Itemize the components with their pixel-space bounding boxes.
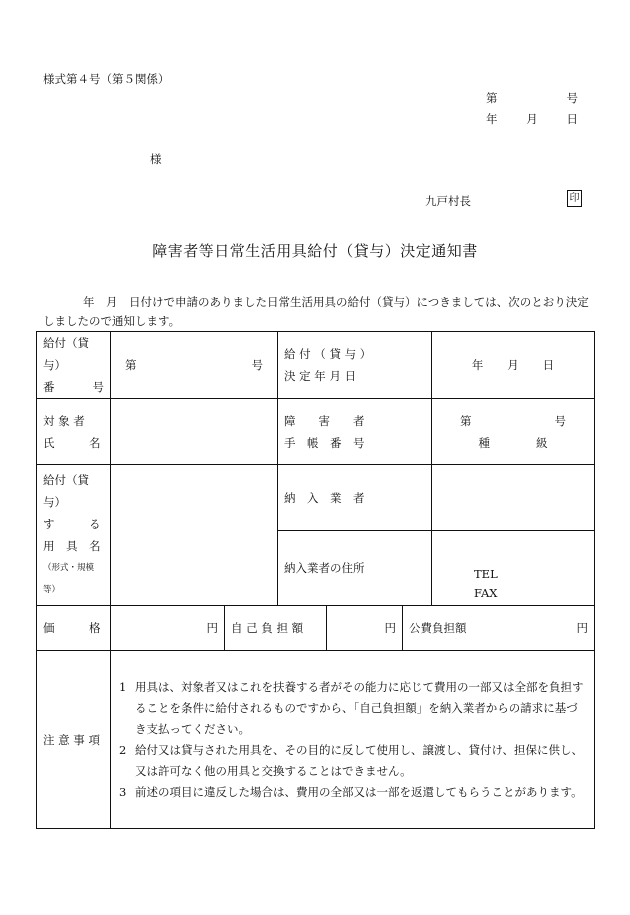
intro-year: 年 [83,295,95,309]
grant-number-label: 給付（貸与） 番 号 [37,332,111,399]
row-device-supplier [37,465,595,531]
seal-mark: 印 [567,190,582,207]
device-name-label: 給付（貸与） す る 用 具 名 （形式・規模等） [37,465,111,606]
tel-label: TEL [474,567,498,581]
intro-paragraph [43,293,593,331]
decision-date-label: 給 付 （ 貸 与 ） 決 定 年 月 日 [278,332,432,399]
self-pay-value: 円 [327,606,403,651]
decision-form-table [36,331,595,829]
note-item: 3 前述の項目に違反した場合は、費用の全部又は一部を返還してもらうことがあります。 [119,784,583,799]
decision-date-value: 年 月 日 [432,332,595,399]
document-title: 障害者等日常生活用具給付（貸与）決定通知書 [152,242,478,260]
notes-label: 注 意 事 項 [37,651,111,829]
note-item: 2 給付又は貸与された用具を、その目的に反して使用し、譲渡し、貸付け、担保に供し、又は許可なく他の用具と交換することはできません。 [119,742,584,778]
public-pay-label: 公費負担額 [409,621,467,635]
row-notes [37,651,595,829]
public-pay-cell [403,606,595,651]
supplier-label: 納 入 業 者 [278,465,432,531]
self-pay-label: 自 己 負 担 額 [225,606,327,651]
document-date [486,111,578,127]
document-number [486,90,578,106]
row-price [37,606,595,651]
no-prefix: 第 [486,91,498,105]
no-suffix: 号 [566,91,578,105]
row-grant-number [37,332,595,399]
issuer-mayor: 九戸村長 [425,194,471,208]
subject-name-label: 対 象 者 氏 名 [37,399,111,465]
handbook-number-value: 第 号 種 級 [432,399,595,465]
addressee-suffix: 様 [150,152,162,166]
price-label: 価 格 [37,606,111,651]
row-subject [37,399,595,465]
handbook-number-label: 障 害 者 手 帳 番 号 [278,399,432,465]
supplier-address-value [432,531,595,606]
intro-text: 日付けで申請のありました日常生活用具の給付（貸与）につきましては、次のとおり決定しましたので通知します。 [43,295,589,328]
grant-number-value: 第 号 [111,332,278,399]
price-value: 円 [111,606,225,651]
form-number: 様式第４号（第５関係） [43,72,170,86]
public-pay-value: 円 [576,621,589,635]
note-item: 1 用具は、対象者又はこれを扶養する者がその能力に応じて費用の一部又は全部を負担することを条件に給付されるものですから、「自己負担額」を納入業者からの請求に基づき支払ってください。 [119,679,584,736]
date-day: 日 [566,112,578,126]
subject-name-value [111,399,278,465]
supplier-address-label: 納入業者の住所 [278,531,432,606]
fax-label: FAX [474,586,498,600]
supplier-value [432,465,595,531]
date-month: 月 [526,112,538,126]
device-name-value [111,465,278,606]
date-year: 年 [486,112,498,126]
intro-month: 月 [106,295,118,309]
notes-content [111,651,595,829]
